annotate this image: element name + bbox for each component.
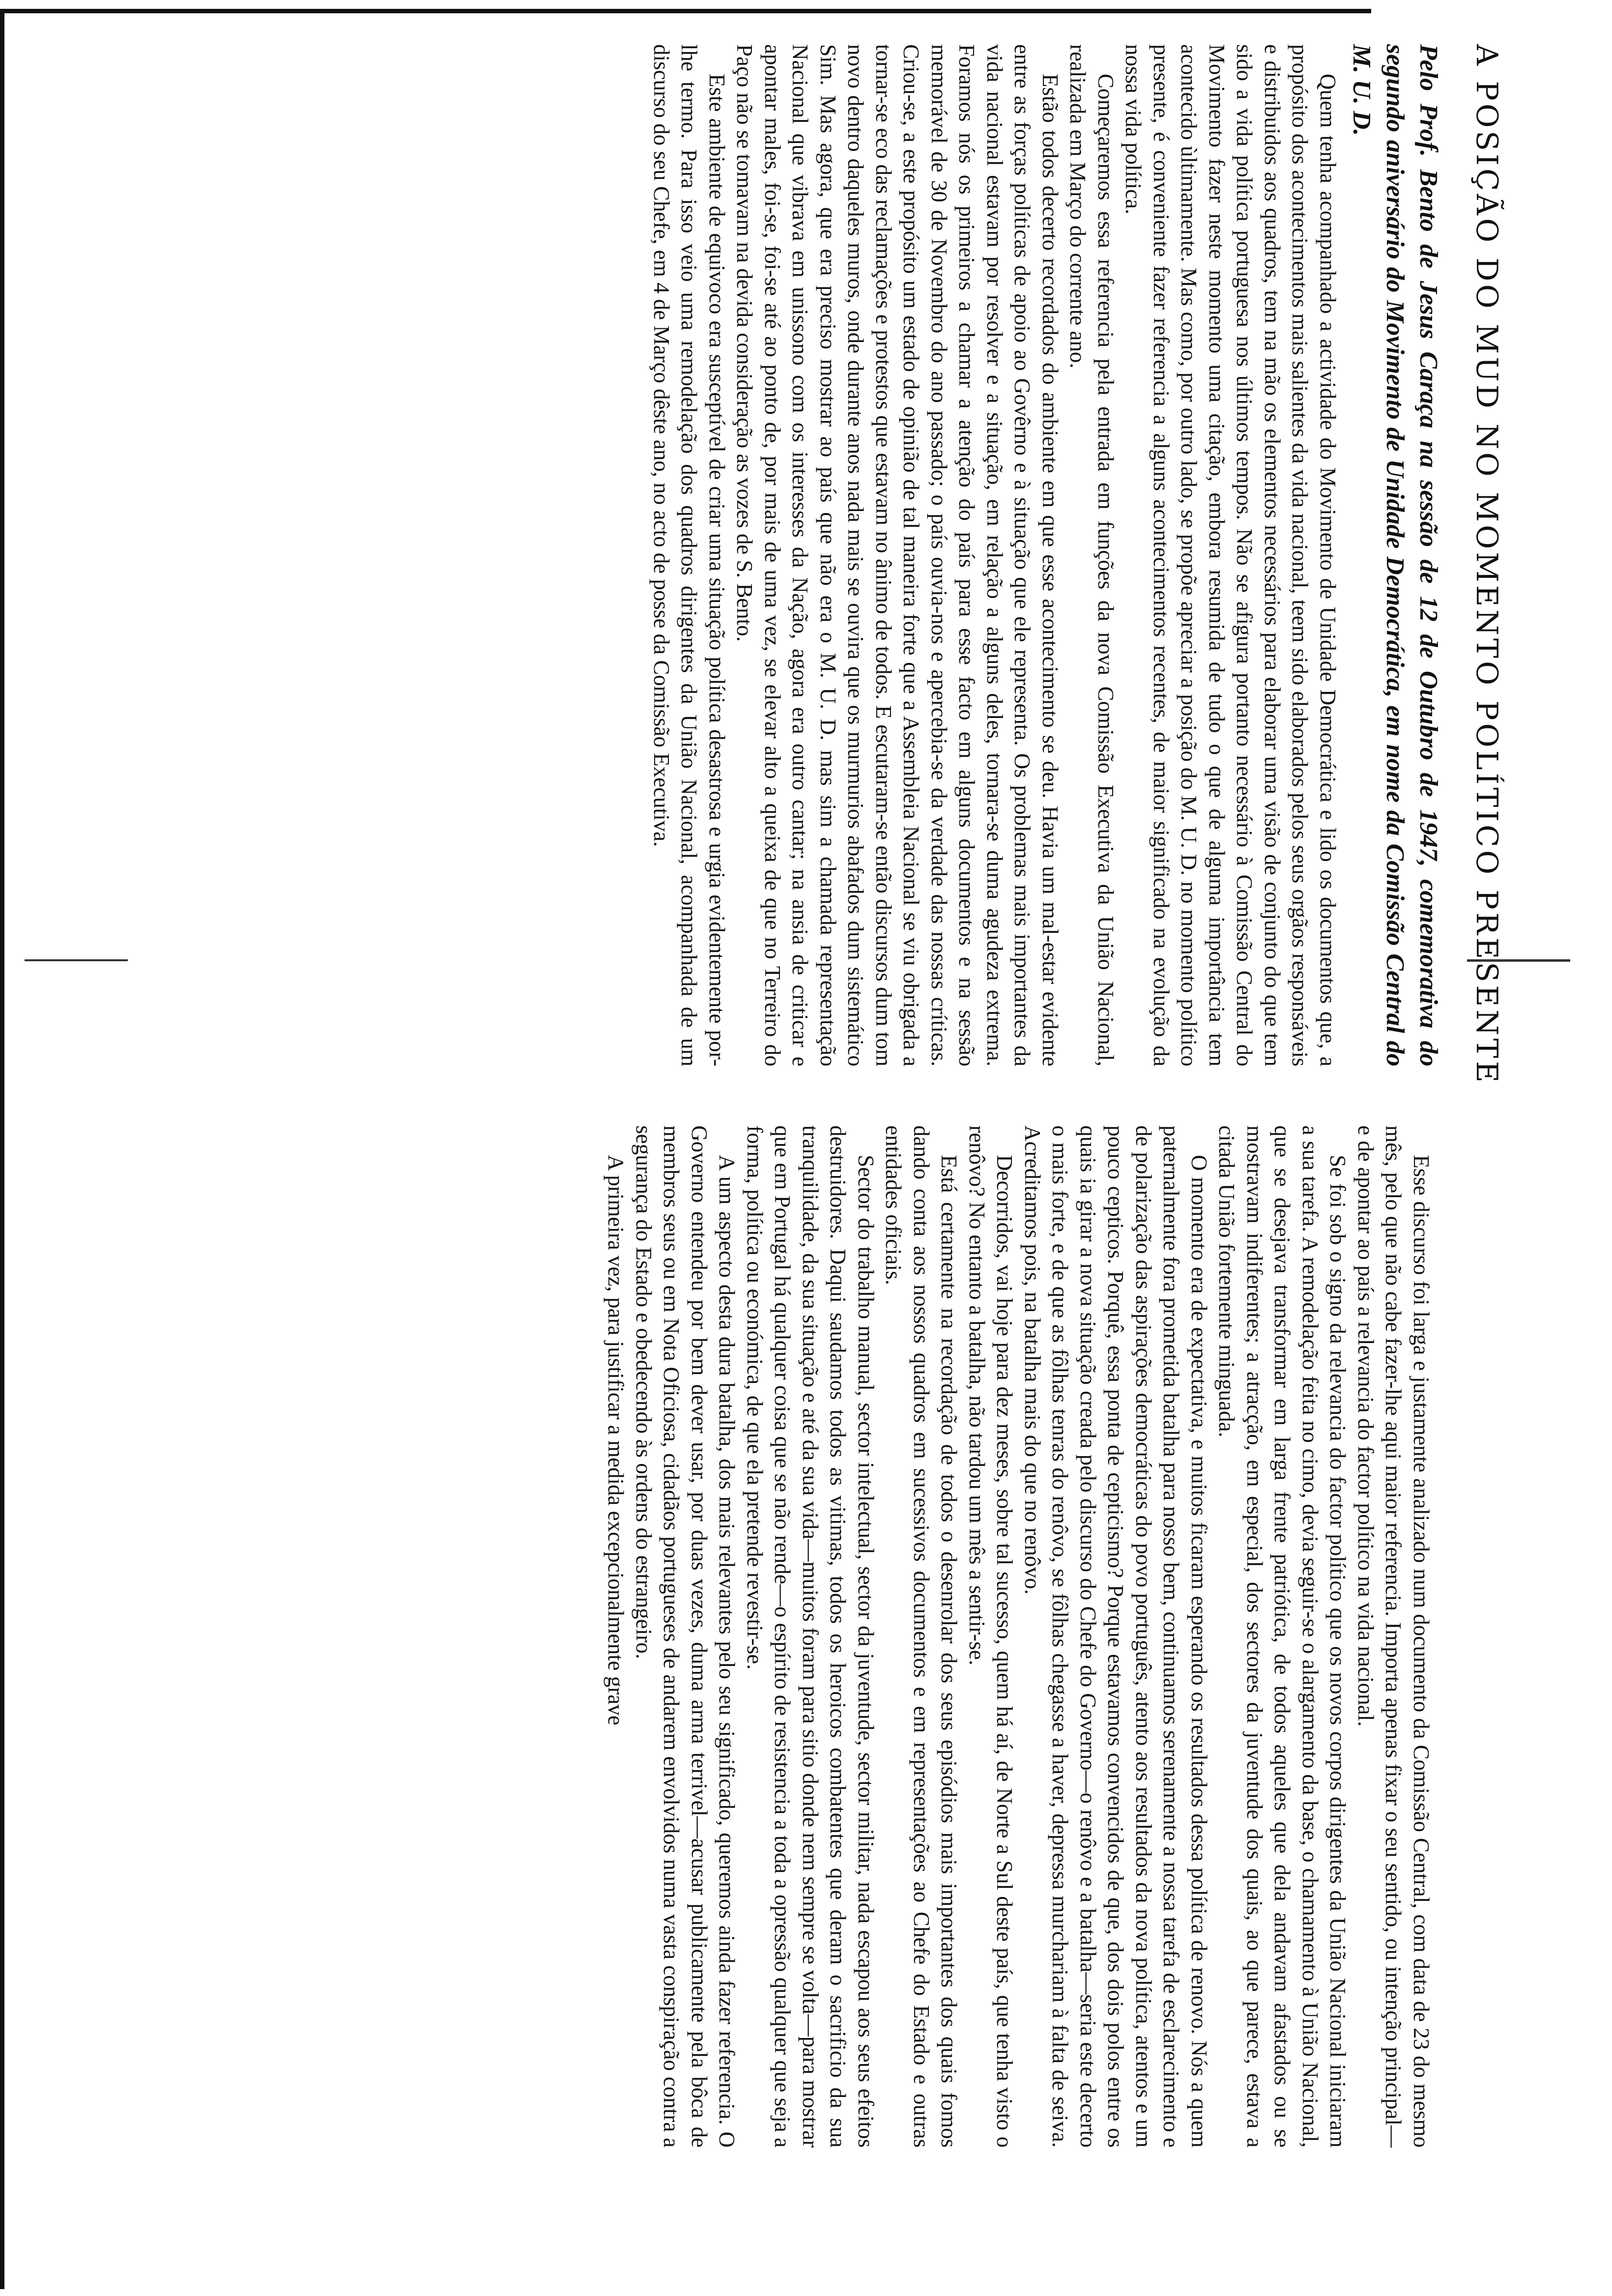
rotated-article — [49, 44, 1504, 2236]
paragraph: Começaremos essa referencia pela entrada em funções da nova Comissão Executiva da União Nacional, realizada em Março do corrente ano. — [1065, 44, 1118, 1066]
paragraph: Estão todos decerto recordados do ambiente em que esse acontecimento se deu. Havia um mal-estar evidente entre as forças políticas de apoio ao Govêrno e à situação que ele representa. Os problemas mais importantes da vida nacional estavam por resolver e a situação, em relação a alguns deles, tornara-se duma agudeza extrema. Foramos nós os primeiros a chamar a atenção do país para esse facto em alguns documentos e na sessão memorável de 30 de Novembro do ano passado; o país ouvia-nos e apercebia-se da verdade das nossas críticas. Criou-se, a este propósito um estado de opinião de tal maneira forte que a Assembleia Nacional se viu obrigada a tornar-se eco das reclamações e protestos que estavam no ânimo de todos. E escutaram-se então discursos dum tom novo dentro daqueles muros, onde durante anos nada mais se ouvira que os murmurios abafados dum sistemático Sim. Mas agora, que era preciso mostrar ao país que não era o M. U. D. mas sim a chamada representação Nacional que vibrava em unissono com os interesses da Nação, agora era outro cantar; na ansia de criticar e apontar males, foi-se, foi-se até ao ponto de, por mais de uma vez, se elevar alto a queixa de que no Terreiro do Paço não se tomavam na devida consideração as vozes de S. Bento. — [732, 44, 1063, 1066]
paragraph: Se foi sob o signo da relevancia do factor político que os novos corpos dirigentes da União Nacional iniciaram a sua tarefa. A remodelação feita no cimo, devia seguir-se o alargamento da base, o chamamento à União Nacional, que se desejava transformar em larga frente patriótica, de todos aqueles que dela andavam afastados ou se mostravam indiferentes; a atracção, em especial, dos sectores da juventude dos quais, ao que parece, estava a citada União fortemente minguada. — [1214, 1125, 1351, 2148]
paragraph: Decorridos, vai hoje para dez meses, sobre tal sucesso, quem há aí, de Norte a Sul deste país, que tenha visto o renôvo? No entanto a batalha, não tardou um mês a sentir-se. — [965, 1125, 1017, 2148]
left-column — [648, 44, 1442, 1066]
scan-border-top — [0, 9, 1371, 13]
article-title: A POSIÇÃO DO MUD NO MOMENTO POLÍTICO PRESENTE — [1469, 44, 1504, 1086]
paragraph: Esse discurso foi larga e justamente analizado num documento da Comissão Central, com data de 23 do mesmo mês, pelo que não cabe fazer-lhe aqui maior referencia. Importa apenas fixar o seu sentido, ou intenção principal—e de apontar ao país a relevancia do factor político na vida nacional. — [1353, 1125, 1434, 2148]
paragraph: Sector do trabalho manual, sector intelectual, sector da juventude, sector militar, nada escapou aos seus efeitos destruidores. Daqui saudamos todos as vitimas, todos os heroicos combatentes que deram o sacrificio da sua tranquilidade, da sua situação e até da sua vida—muitos foram para sitio donde nem sempre se volta—para mostrar que em Portugal há qualquer coisa que se não rende—o espírito de resistencia a toda a opressão qualquer que seja a forma, política ou económica, de que ela pretende revestir-se. — [743, 1125, 878, 2148]
paragraph: Este ambiente de equivoco era susceptível de criar uma situação política desastrosa e urgia evidentemente por-lhe termo. Para isso veio uma remodelação dos quadros dirigentes da União Nacional, acompanhada de um discurso do seu Chefe, em 4 de Março dêste ano, no acto de posse da Comissão Executiva. — [649, 44, 729, 1066]
paragraph: Está certamente na recordação de todos o desenrolar dos seus episódios mais importantes dos quais fomos dando conta aos nossos quadros em sucessivos documentos e em representações ao Chefe do Estado e outras entidades oficiais. — [881, 1125, 962, 2148]
paragraph: O momento era de expectativa, e muitos ficaram esperando os resultados dessa política de renovo. Nós a quem paternalmente fora prometida batalha para nosso bem, continuamos serenamente a nossa tarefa de esclarecimento e de polarização das aspirações democráticas do povo português, atento aos resultados da nova política, atentos e um pouco cepticos. Porquê, essa ponta de cepticismo? Porque estavamos convencidos de que, dos dois polos entre os quais ia girar a nova situação creada pelo discurso do Chefe do Governo—o renôvo e a batalha—seria este decerto o mais forte, e de que as fôlhas tenras do renôvo, se fôlhas chegasse a haver, depressa murchariam à falta de seiva. Acreditamos pois, na batalha mais do que no renôvo. — [1020, 1125, 1211, 2148]
subtitle-wrap — [1345, 44, 1445, 1066]
paragraph: Quem tenha acompanhado a actividade do Movimento de Unidade Democrática e lido os documentos que, a propósito dos acontecimentos mais salientes da vida nacional, teem sido elaborados pelos seus orgãos responsáveis e distribuidos aos quadros, tem na mão os elementos necessários para elaborar uma visão de conjunto do que tem sido a vida política portuguesa nos últimos tempos. Não se afigura portanto necessário à Comissão Central do Movimento fazer neste momento uma citação, embora resumida de tudo o que de alguma importância tem acontecido ùltimamente. Mas como, por outro lado, se propõe apreciar a posição do M. U. D. no momento político presente, é conveniente fazer referencia a alguns acontecimentos recentes, de maior significado na evolução da nossa vida política. — [1121, 44, 1340, 1066]
article-subtitle: Pelo Prof. Bento de Jesus Caraça na sessão de 12 de Outubro de 1947, comemorativa do segundo aniversário do Movimento de Unidade Democrática, em nome da Comissão Central do M. U. D. — [1348, 44, 1442, 1066]
paragraph: A primeira vez, para justificar a medida excepcionalmente grave — [604, 1155, 629, 1725]
scan-border-left — [0, 9, 4, 2289]
paragraph: A um aspecto desta dura batalha, dos mais relevantes pelo seu significado, queremos ainda fazer referencia. O Governo entendeu por bem dever usar, por duas vezes, duma arma terrivel—acusar publicamente pela bôca de membros seus ou em Nota Oficiosa, cidadãos portugueses de andarem envolvidos numa vasta conspiração contra a segurança do Estado e obedecendo às ordens do estrangeiro. — [632, 1125, 740, 2148]
right-column — [602, 1125, 1435, 2148]
